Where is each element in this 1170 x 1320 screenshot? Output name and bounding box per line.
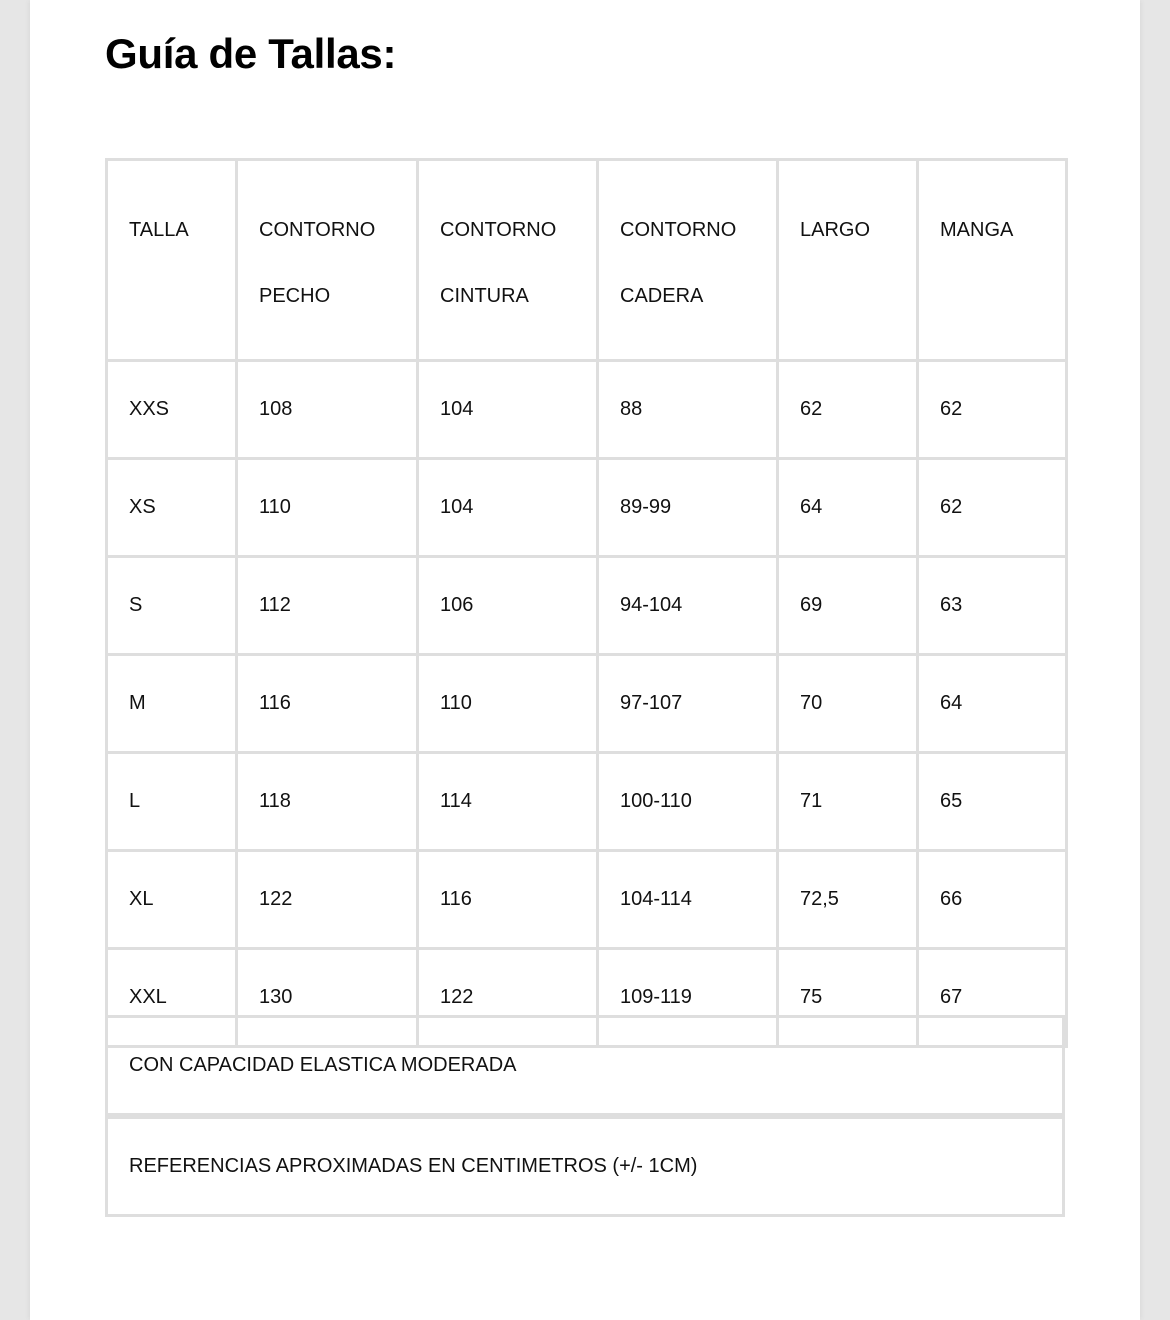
table-row bbox=[107, 459, 1067, 557]
cell-manga: 64 bbox=[918, 655, 1067, 753]
cell-cadera: 104-114 bbox=[598, 851, 778, 949]
header-talla: TALLA bbox=[107, 160, 237, 361]
header-manga: MANGA bbox=[918, 160, 1067, 361]
cell-cintura: 122 bbox=[418, 949, 598, 1047]
note-elastic-table bbox=[105, 1015, 1065, 1116]
table-row bbox=[107, 753, 1067, 851]
header-largo: LARGO bbox=[778, 160, 918, 361]
cell-largo: 72,5 bbox=[778, 851, 918, 949]
cell-manga: 62 bbox=[918, 459, 1067, 557]
cell-cintura: 106 bbox=[418, 557, 598, 655]
cell-cintura: 104 bbox=[418, 361, 598, 459]
note-references-table bbox=[105, 1116, 1065, 1217]
cell-cintura: 104 bbox=[418, 459, 598, 557]
cell-pecho: 122 bbox=[237, 851, 418, 949]
cell-manga: 66 bbox=[918, 851, 1067, 949]
cell-cadera: 89-99 bbox=[598, 459, 778, 557]
cell-pecho: 110 bbox=[237, 459, 418, 557]
cell-talla: S bbox=[107, 557, 237, 655]
cell-pecho: 112 bbox=[237, 557, 418, 655]
cell-cadera: 88 bbox=[598, 361, 778, 459]
note-elastic: CON CAPACIDAD ELASTICA MODERADA bbox=[107, 1017, 1064, 1115]
size-guide-page bbox=[30, 0, 1140, 1320]
cell-talla: XL bbox=[107, 851, 237, 949]
table-row bbox=[107, 361, 1067, 459]
table-row bbox=[107, 557, 1067, 655]
cell-largo: 64 bbox=[778, 459, 918, 557]
header-contorno-cadera: CONTORNO CADERA bbox=[598, 160, 778, 361]
cell-cadera: 100-110 bbox=[598, 753, 778, 851]
cell-largo: 69 bbox=[778, 557, 918, 655]
note-references: REFERENCIAS APROXIMADAS EN CENTIMETROS (+/- 1CM) bbox=[107, 1118, 1064, 1216]
cell-cintura: 114 bbox=[418, 753, 598, 851]
cell-manga: 65 bbox=[918, 753, 1067, 851]
cell-largo: 71 bbox=[778, 753, 918, 851]
cell-talla: M bbox=[107, 655, 237, 753]
cell-cadera: 94-104 bbox=[598, 557, 778, 655]
cell-cadera: 109-119 bbox=[598, 949, 778, 1047]
table-row bbox=[107, 851, 1067, 949]
cell-talla: XS bbox=[107, 459, 237, 557]
cell-pecho: 118 bbox=[237, 753, 418, 851]
table-row bbox=[107, 655, 1067, 753]
page-title: Guía de Tallas: bbox=[105, 30, 397, 77]
cell-pecho: 108 bbox=[237, 361, 418, 459]
cell-pecho: 116 bbox=[237, 655, 418, 753]
cell-manga: 67 bbox=[918, 949, 1067, 1047]
cell-talla: XXL bbox=[107, 949, 237, 1047]
cell-cintura: 110 bbox=[418, 655, 598, 753]
header-contorno-pecho: CONTORNO PECHO bbox=[237, 160, 418, 361]
cell-talla: L bbox=[107, 753, 237, 851]
header-contorno-cintura: CONTORNO CINTURA bbox=[418, 160, 598, 361]
cell-largo: 70 bbox=[778, 655, 918, 753]
cell-largo: 62 bbox=[778, 361, 918, 459]
cell-manga: 63 bbox=[918, 557, 1067, 655]
cell-pecho: 130 bbox=[237, 949, 418, 1047]
cell-cintura: 116 bbox=[418, 851, 598, 949]
table-header-row bbox=[107, 160, 1067, 361]
cell-largo: 75 bbox=[778, 949, 918, 1047]
cell-manga: 62 bbox=[918, 361, 1067, 459]
cell-cadera: 97-107 bbox=[598, 655, 778, 753]
cell-talla: XXS bbox=[107, 361, 237, 459]
size-table bbox=[105, 158, 1068, 1048]
